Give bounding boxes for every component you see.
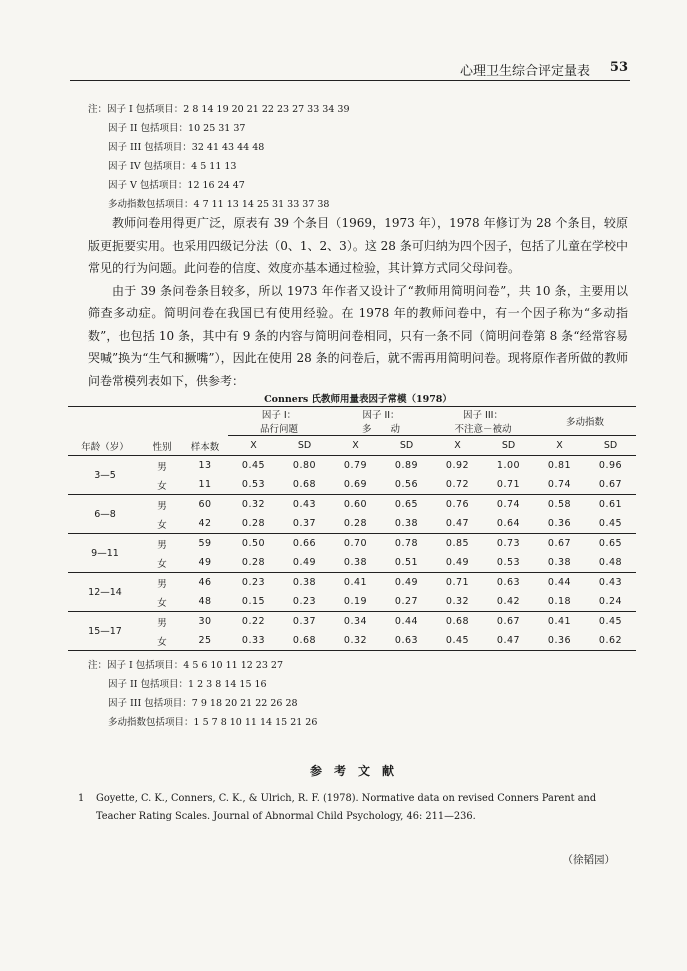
note-line: 多动指数包括项目：4 7 11 13 14 25 31 33 37 38 xyxy=(108,199,330,210)
value-cell: 0.28 xyxy=(330,514,381,534)
running-header-title: 心理卫生综合评定量表 xyxy=(459,64,590,79)
col-mean-header: X xyxy=(432,436,483,456)
value-cell: 0.49 xyxy=(279,553,330,573)
value-cell: 0.32 xyxy=(330,631,381,651)
note-line: 因子 III 包括项目：7 9 18 20 21 22 26 28 xyxy=(108,698,298,709)
value-cell: 0.65 xyxy=(394,499,419,510)
table-row xyxy=(68,514,636,534)
value-cell: 0.58 xyxy=(547,499,572,510)
n-cell: 13 xyxy=(198,460,212,471)
value-cell: 0.15 xyxy=(228,592,279,612)
col-n-header: 样本数 xyxy=(182,436,228,456)
age-cell: 12—14 xyxy=(68,573,142,612)
table-row xyxy=(68,495,636,515)
table-row xyxy=(68,631,636,651)
value-cell: 0.49 xyxy=(394,577,419,588)
note-line: 因子 V 包括项目：12 16 24 47 xyxy=(108,180,245,191)
value-cell: 0.42 xyxy=(483,592,534,612)
n-cell: 59 xyxy=(198,538,212,549)
value-cell: 0.45 xyxy=(241,460,266,471)
note-line: 注：因子 I 包括项目：2 8 14 19 20 21 22 23 27 33 34 39 xyxy=(88,104,350,115)
value-cell: 0.19 xyxy=(330,592,381,612)
value-cell: 0.28 xyxy=(228,553,279,573)
header-blank xyxy=(68,407,142,437)
value-cell: 0.22 xyxy=(241,616,266,627)
value-cell: 0.18 xyxy=(534,592,585,612)
value-cell: 0.43 xyxy=(598,577,623,588)
value-cell: 0.49 xyxy=(432,553,483,573)
value-cell: 0.44 xyxy=(394,616,419,627)
value-cell: 0.81 xyxy=(547,460,572,471)
value-cell: 0.53 xyxy=(228,475,279,495)
value-cell: 0.36 xyxy=(534,631,585,651)
value-cell: 0.36 xyxy=(534,514,585,534)
value-cell: 0.67 xyxy=(496,616,521,627)
value-cell: 0.24 xyxy=(585,592,636,612)
value-cell: 0.47 xyxy=(432,514,483,534)
value-cell: 0.65 xyxy=(598,538,623,549)
factor3-header xyxy=(432,407,534,436)
value-cell: 0.74 xyxy=(534,475,585,495)
value-cell: 0.60 xyxy=(343,499,368,510)
col-age-header: 年龄（岁） xyxy=(68,436,142,456)
age-cell: 6—8 xyxy=(68,495,142,534)
reference-text: Goyette, C. K., Conners, C. K., & Ulrich, R. F. (1978). Normative data on revised Conners Parent and Teacher Rating Scales. Journal of Abnormal Child Psychology, 46: 211—236. xyxy=(96,793,597,822)
value-cell: 0.96 xyxy=(598,460,623,471)
n-cell: 30 xyxy=(198,616,212,627)
value-cell: 0.32 xyxy=(241,499,266,510)
value-cell: 0.73 xyxy=(496,538,521,549)
col-mean-header: X xyxy=(534,436,585,456)
value-cell: 0.64 xyxy=(483,514,534,534)
n-cell: 42 xyxy=(182,514,228,534)
sex-cell: 女 xyxy=(142,475,182,495)
value-cell: 0.71 xyxy=(483,475,534,495)
table-row xyxy=(68,573,636,593)
value-cell: 0.47 xyxy=(483,631,534,651)
value-cell: 0.92 xyxy=(445,460,470,471)
value-cell: 0.41 xyxy=(547,616,572,627)
n-cell: 46 xyxy=(198,577,212,588)
factor2-header-line2: 多 动 xyxy=(361,424,400,435)
sex-cell: 男 xyxy=(157,500,167,512)
body-paragraph: 教师问卷用得更广泛，原表有 39 个条目（1969，1973 年），1978 年修订为 28 个条目，较原版更扼要实用。也采用四级记分法（0、1、2、3）。这 28 条可归纳为四个因子，包括了儿童在学校中常见的行为问题。此问卷的信度、效度亦基本通过检验，其计算方式同父母问卷。 xyxy=(88,216,628,275)
value-cell: 0.63 xyxy=(496,577,521,588)
age-cell: 15—17 xyxy=(68,612,142,651)
norms-table xyxy=(68,406,636,651)
body-text xyxy=(88,212,628,392)
value-cell: 1.00 xyxy=(496,460,521,471)
value-cell: 0.67 xyxy=(585,475,636,495)
factor3-header-line2: 不注意－被动 xyxy=(454,424,512,435)
header-blank xyxy=(142,407,182,437)
table-row xyxy=(68,534,636,554)
value-cell: 0.67 xyxy=(547,538,572,549)
col-sd-header: SD xyxy=(279,436,330,456)
table-row xyxy=(68,456,636,476)
n-cell: 49 xyxy=(182,553,228,573)
factor-note-bottom xyxy=(88,656,317,732)
col-sd-header: SD xyxy=(585,436,636,456)
col-sex-header: 性别 xyxy=(142,436,182,456)
factor1-header xyxy=(228,407,330,436)
n-cell: 48 xyxy=(182,592,228,612)
note-line: 多动指数包括项目：1 5 7 8 10 11 14 15 21 26 xyxy=(108,717,318,728)
factor1-header-line2: 品行问题 xyxy=(259,424,298,435)
note-line: 因子 II 包括项目：1 2 3 8 14 15 16 xyxy=(108,679,267,690)
references-heading: 参考文献 xyxy=(309,764,406,778)
table-row xyxy=(68,553,636,573)
sex-cell: 男 xyxy=(157,539,167,551)
value-cell: 0.51 xyxy=(381,553,432,573)
value-cell: 0.80 xyxy=(292,460,317,471)
reference-number: 1 xyxy=(78,793,85,804)
value-cell: 0.27 xyxy=(381,592,432,612)
factor-note-top xyxy=(88,100,349,214)
value-cell: 0.23 xyxy=(241,577,266,588)
value-cell: 0.53 xyxy=(483,553,534,573)
sex-cell: 女 xyxy=(142,592,182,612)
table-row xyxy=(68,475,636,495)
value-cell: 0.71 xyxy=(445,577,470,588)
value-cell: 0.62 xyxy=(585,631,636,651)
factor2-header-line1: 因子 II： xyxy=(362,410,400,421)
page-number: 53 xyxy=(609,60,628,75)
value-cell: 0.33 xyxy=(228,631,279,651)
value-cell: 0.23 xyxy=(279,592,330,612)
value-cell: 0.37 xyxy=(292,616,317,627)
value-cell: 0.72 xyxy=(432,475,483,495)
running-header xyxy=(70,60,630,81)
col-sd-header: SD xyxy=(381,436,432,456)
sex-cell: 男 xyxy=(157,578,167,590)
value-cell: 0.61 xyxy=(598,499,623,510)
sex-cell: 男 xyxy=(157,617,167,629)
value-cell: 0.74 xyxy=(496,499,521,510)
value-cell: 0.76 xyxy=(445,499,470,510)
age-cell: 9—11 xyxy=(68,534,142,573)
note-line: 因子 III 包括项目：32 41 43 44 48 xyxy=(108,142,265,153)
value-cell: 0.85 xyxy=(445,538,470,549)
sex-cell: 女 xyxy=(142,514,182,534)
col-sd-header: SD xyxy=(483,436,534,456)
factor3-header-line1: 因子 III： xyxy=(463,410,503,421)
n-cell: 60 xyxy=(198,499,212,510)
value-cell: 0.56 xyxy=(381,475,432,495)
value-cell: 0.68 xyxy=(445,616,470,627)
body-paragraph: 由于 39 条问卷条目较多，所以 1973 年作者又设计了“教师用简明问卷”，共 10 条，主要用以筛查多动症。简明问卷在我国已有使用经验。在 1978 年的教师问卷中，有一个因子称为“多动指数”，也包括 10 条，其中有 9 条的内容与简明问卷相同，只有一条不同（简明问卷第 8 条“经常容易哭喊”换为“生气和撅嘴”），因此在使用 28 条的问卷后，就不需再用简明问卷。现将原作者所做的教师问卷常模列表如下，供参考： xyxy=(88,283,628,388)
value-cell: 0.38 xyxy=(534,553,585,573)
value-cell: 0.89 xyxy=(394,460,419,471)
note-line: 注：因子 I 包括项目：4 5 6 10 11 12 23 27 xyxy=(88,660,284,671)
value-cell: 0.32 xyxy=(432,592,483,612)
factor1-header-line1: 因子 I： xyxy=(261,410,297,421)
value-cell: 0.45 xyxy=(585,514,636,534)
value-cell: 0.78 xyxy=(394,538,419,549)
value-cell: 0.41 xyxy=(343,577,368,588)
sex-cell: 男 xyxy=(157,461,167,473)
value-cell: 0.63 xyxy=(381,631,432,651)
value-cell: 0.70 xyxy=(343,538,368,549)
n-cell: 11 xyxy=(182,475,228,495)
factor2-header xyxy=(330,407,432,436)
n-cell: 25 xyxy=(182,631,228,651)
table-row xyxy=(68,612,636,632)
reference-item xyxy=(78,790,628,826)
note-line: 因子 IV 包括项目：4 5 11 13 xyxy=(108,161,237,172)
col-mean-header: X xyxy=(228,436,279,456)
value-cell: 0.45 xyxy=(432,631,483,651)
value-cell: 0.66 xyxy=(292,538,317,549)
value-cell: 0.44 xyxy=(547,577,572,588)
value-cell: 0.69 xyxy=(330,475,381,495)
table-row xyxy=(68,592,636,612)
value-cell: 0.45 xyxy=(598,616,623,627)
value-cell: 0.48 xyxy=(585,553,636,573)
note-line: 因子 II 包括项目：10 25 31 37 xyxy=(108,123,246,134)
value-cell: 0.50 xyxy=(241,538,266,549)
value-cell: 0.68 xyxy=(279,475,330,495)
table-title: Conners 氏教师用量表因子常模（1978） xyxy=(264,394,452,405)
norms-table-body xyxy=(68,456,636,651)
age-cell: 3—5 xyxy=(68,456,142,495)
author-attribution: （徐韬园） xyxy=(562,854,615,866)
col-mean-header: X xyxy=(330,436,381,456)
sex-cell: 女 xyxy=(142,631,182,651)
value-cell: 0.38 xyxy=(330,553,381,573)
value-cell: 0.68 xyxy=(279,631,330,651)
value-cell: 0.38 xyxy=(292,577,317,588)
header-blank xyxy=(182,407,228,437)
value-cell: 0.43 xyxy=(292,499,317,510)
sex-cell: 女 xyxy=(142,553,182,573)
value-cell: 0.79 xyxy=(343,460,368,471)
value-cell: 0.37 xyxy=(279,514,330,534)
value-cell: 0.28 xyxy=(228,514,279,534)
hyperactivity-index-header: 多动指数 xyxy=(534,407,636,436)
value-cell: 0.38 xyxy=(381,514,432,534)
value-cell: 0.34 xyxy=(343,616,368,627)
